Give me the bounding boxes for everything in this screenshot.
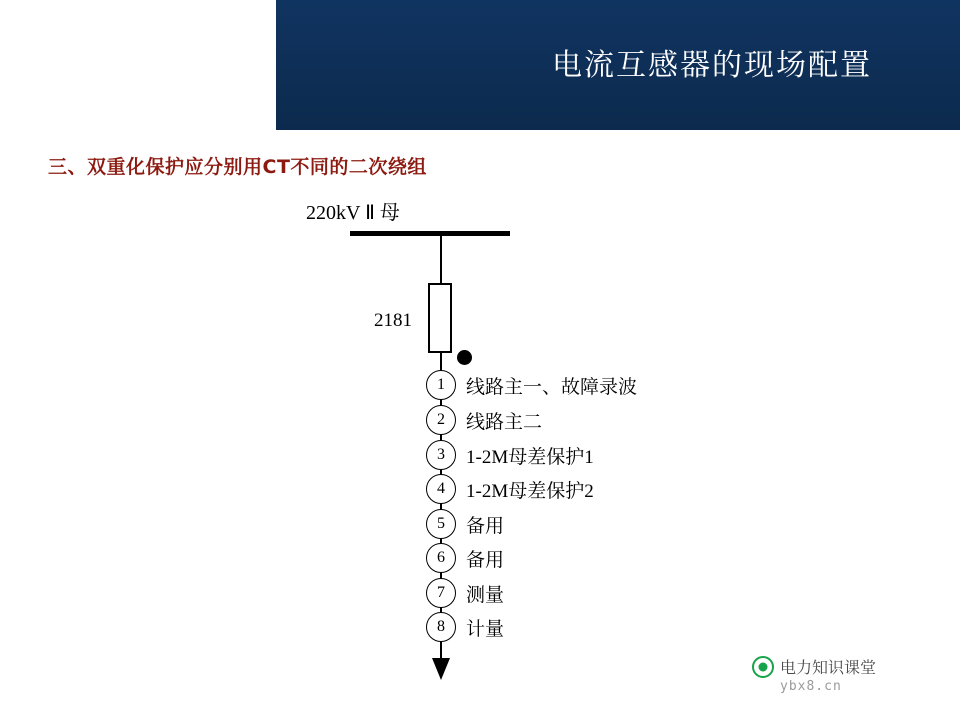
winding-row <box>426 612 504 642</box>
busbar-line <box>350 231 510 236</box>
winding-row <box>426 474 594 504</box>
winding-number: 6 <box>426 543 456 573</box>
page-title: 电流互感器的现场配置 <box>552 48 872 83</box>
winding-number: 3 <box>426 440 456 470</box>
breaker-label: 2181 <box>374 310 412 331</box>
winding-number: 1 <box>426 370 456 400</box>
feeder-arrow-icon <box>432 658 450 680</box>
wechat-logo-icon <box>752 656 774 678</box>
winding-row <box>426 440 594 470</box>
winding-row <box>426 405 542 435</box>
busbar-label: 220kV Ⅱ 母 <box>306 202 400 224</box>
winding-label: 测量 <box>466 584 505 606</box>
winding-number: 4 <box>426 474 456 504</box>
circuit-breaker-symbol <box>428 283 452 353</box>
winding-row <box>426 509 504 539</box>
winding-number: 2 <box>426 405 456 435</box>
ct-polarity-dot-icon <box>457 350 472 365</box>
bus-to-breaker-line <box>440 236 442 284</box>
watermark <box>752 655 876 678</box>
section-heading: 三、双重化保护应分别用CT不同的二次绕组 <box>48 156 427 178</box>
winding-row <box>426 578 504 608</box>
winding-number: 5 <box>426 509 456 539</box>
winding-number: 7 <box>426 578 456 608</box>
watermark-url: ybx8.cn <box>780 679 842 694</box>
watermark-name: 电力知识课堂 <box>780 658 877 677</box>
winding-number: 8 <box>426 612 456 642</box>
winding-label: 1-2M母差保护1 <box>466 446 594 468</box>
winding-row <box>426 543 504 573</box>
winding-label: 1-2M母差保护2 <box>466 480 594 502</box>
winding-label: 备用 <box>466 515 505 537</box>
winding-label: 计量 <box>466 618 505 640</box>
winding-label: 线路主二 <box>466 411 543 433</box>
winding-label: 线路主一、故障录波 <box>466 376 638 398</box>
winding-label: 备用 <box>466 549 505 571</box>
winding-row <box>426 370 637 400</box>
